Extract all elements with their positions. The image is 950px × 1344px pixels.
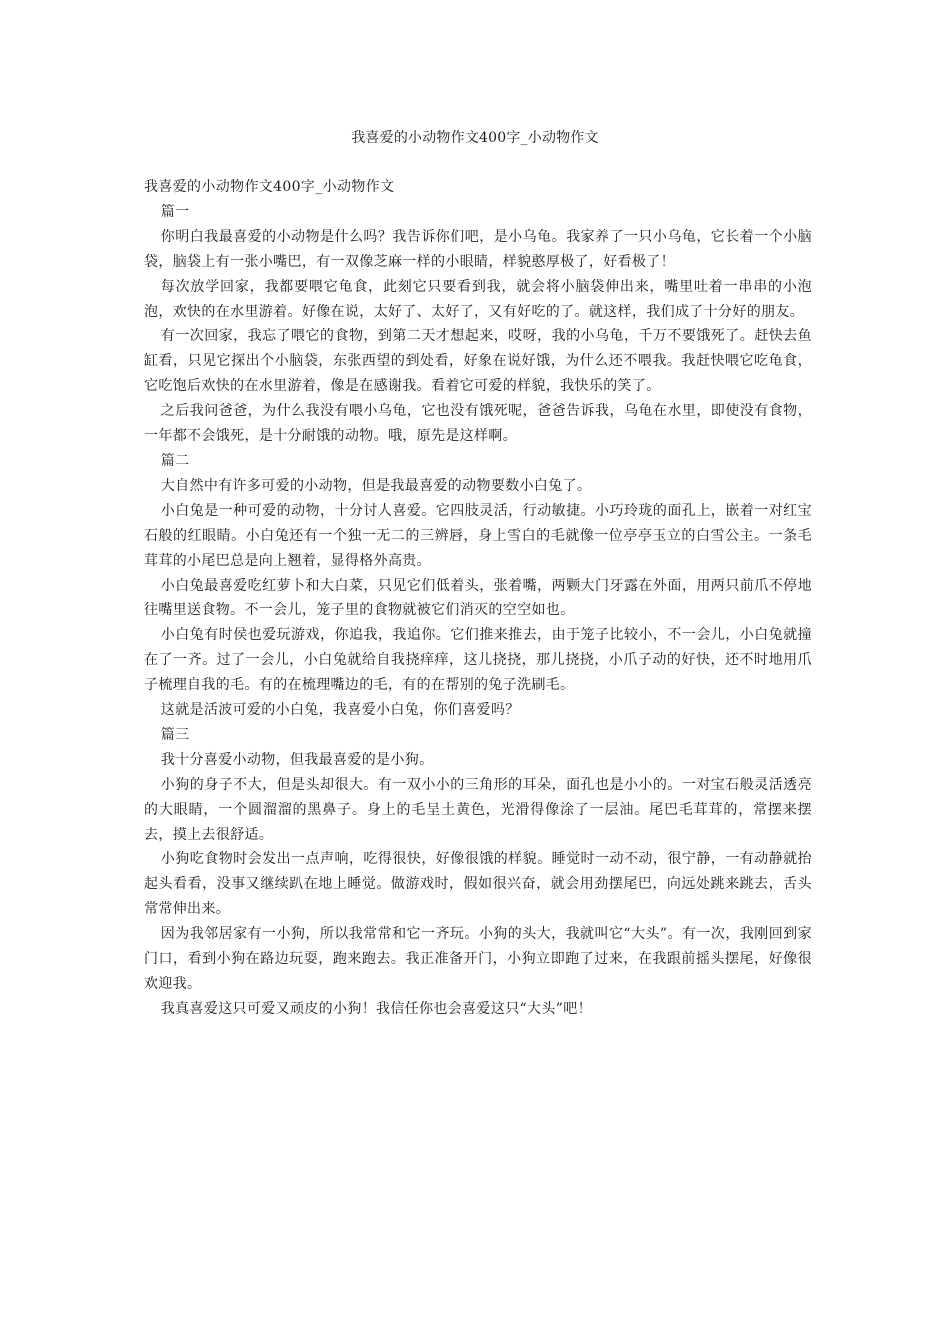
document-subtitle: 我喜爱的小动物作文400字_小动物作文 bbox=[144, 179, 395, 195]
section-heading-1: 篇一 bbox=[160, 203, 190, 220]
section-heading-3: 篇三 bbox=[160, 726, 190, 743]
paragraph: 小狗吃食物时会发出一点声响，吃得很快，好像很饿的样貌。睡觉时一动不动，很宁静，一有动静就抬起头看看，没事又继续趴在地上睡觉。做游戏时，假如很兴奋，就会用劲摆尾巴，向远处跳来跳去，舌头常常伸出来。 bbox=[144, 851, 812, 918]
paragraph: 小狗的身子不大，但是头却很大。有一双小小的三角形的耳朵，面孔也是小小的。一对宝石般灵活透亮的大眼睛，一个圆溜溜的黑鼻子。身上的毛呈土黄色，光滑得像涂了一层油。尾巴毛茸茸的，常摆来摆去，摸上去很舒适。 bbox=[144, 776, 812, 843]
paragraph: 之后我问爸爸，为什么我没有喂小乌龟，它也没有饿死呢，爸爸告诉我，乌龟在水里，即使没有食物，一年都不会饿死，是十分耐饿的动物。哦，原先是这样啊。 bbox=[144, 403, 812, 445]
paragraph: 因为我邻居家有一小狗，所以我常常和它一齐玩。小狗的头大，我就叫它“大头”。有一次，我刚回到家门口，看到小狗在路边玩耍，跑来跑去。我正准备开门，小狗立即跑了过来，在我跟前摇头摆尾，好像很欢迎我。 bbox=[144, 926, 812, 992]
paragraph: 你明白我最喜爱的小动物是什么吗？我告诉你们吧，是小乌龟。我家养了一只小乌龟，它长着一个小脑袋，脑袋上有一张小嘴巴，有一双像芝麻一样的小眼睛，样貌憨厚极了，好看极了！ bbox=[144, 228, 812, 270]
paragraph: 有一次回家，我忘了喂它的食物，到第二天才想起来，哎呀，我的小乌龟，千万不要饿死了。赶快去鱼缸看，只见它探出个小脑袋，东张西望的到处看，好象在说好饿，为什么还不喂我。我赶快喂它吃龟食，它吃饱后欢快的在水里游着，像是在感谢我。看着它可爱的样貌，我快乐的笑了。 bbox=[144, 328, 812, 395]
section-heading-2: 篇二 bbox=[160, 452, 190, 469]
paragraph: 大自然中有许多可爱的小动物，但是我最喜爱的动物要数小白兔了。 bbox=[160, 477, 592, 494]
paragraph: 这就是活波可爱的小白兔，我喜爱小白兔，你们喜爱吗？ bbox=[160, 702, 520, 719]
paragraph: 小白兔有时侯也爱玩游戏，你追我，我追你。它们推来推去，由于笼子比较小，不一会儿，小白兔就撞在了一齐。过了一会儿，小白兔就给自我挠痒痒，这儿挠挠，那儿挠挠，小爪子动的好快，还不时地用爪子梳理自我的毛。有的在梳理嘴边的毛，有的在帮别的兔子洗刷毛。 bbox=[144, 627, 812, 694]
document-body bbox=[144, 175, 812, 1022]
paragraph: 小白兔最喜爱吃红萝卜和大白菜，只见它们低着头，张着嘴，两颗大门牙露在外面，用两只前爪不停地往嘴里送食物。不一会儿，笼子里的食物就被它们消灭的空空如也。 bbox=[144, 577, 812, 619]
paragraph: 小白兔是一种可爱的动物，十分讨人喜爱。它四肢灵活，行动敏捷。小巧玲珑的面孔上，嵌着一对红宝石般的红眼睛。小白兔还有一个独一无二的三辨唇，身上雪白的毛就像一位亭亭玉立的白雪公主。一条毛茸茸的小尾巴总是向上翘着，显得格外高贵。 bbox=[144, 502, 812, 569]
paragraph: 我真喜爱这只可爱又顽皮的小狗！我信任你也会喜爱这只“大头”吧！ bbox=[160, 1000, 592, 1017]
paragraph: 我十分喜爱小动物，但我最喜爱的是小狗。 bbox=[160, 751, 434, 768]
paragraph: 每次放学回家，我都要喂它龟食，此刻它只要看到我，就会将小脑袋伸出来，嘴里吐着一串串的小泡泡，欢快的在水里游着。好像在说，太好了、太好了，又有好吃的了。就这样，我们成了十分好的朋友。 bbox=[144, 278, 812, 320]
document-title: 我喜爱的小动物作文400字_小动物作文 bbox=[351, 130, 599, 146]
